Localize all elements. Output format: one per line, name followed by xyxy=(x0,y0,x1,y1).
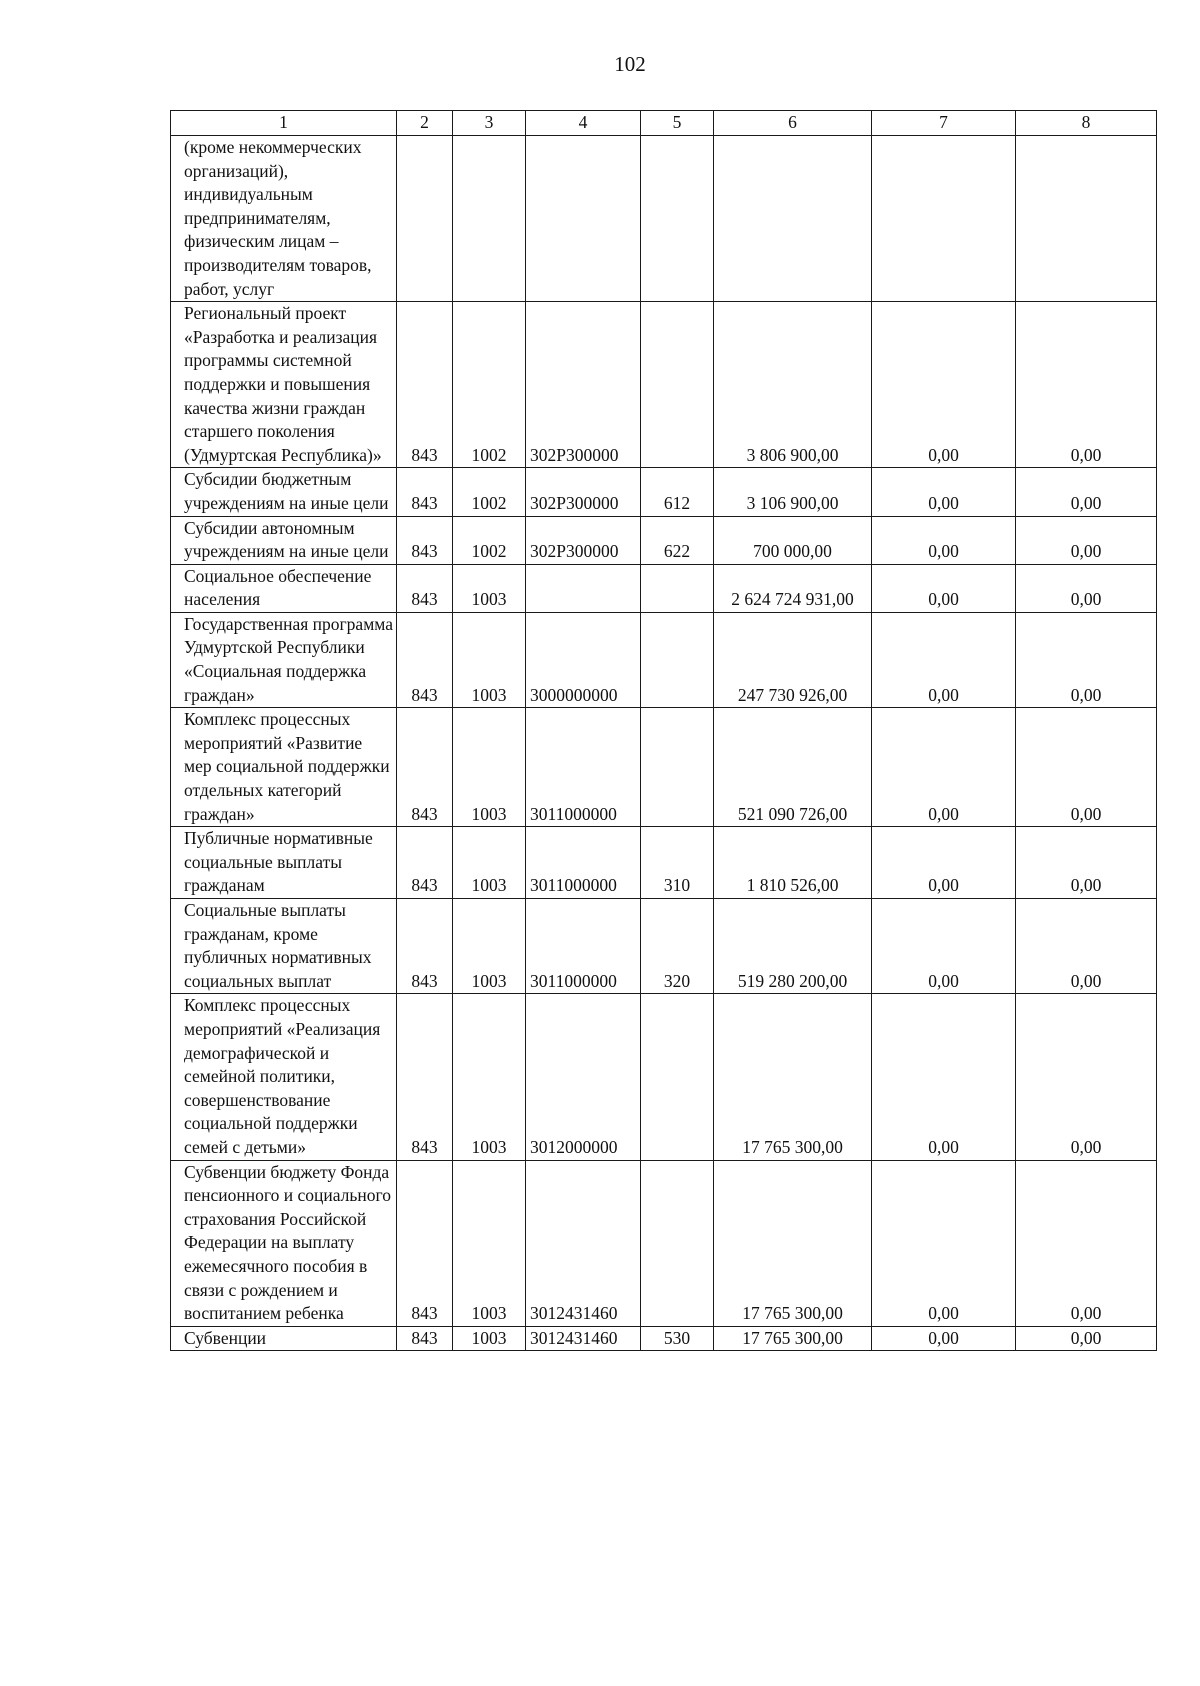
table-row xyxy=(171,302,1157,468)
budget-table xyxy=(170,110,1157,1351)
row-amount-7: 0,00 xyxy=(872,468,1016,516)
table-row xyxy=(171,899,1157,994)
row-target-article: 3000000000 xyxy=(526,612,641,707)
header-cell: 6 xyxy=(714,111,872,136)
row-amount: 17 765 300,00 xyxy=(714,994,872,1160)
row-name: (кроме некоммерческих организаций), индивидуальным предпринимателям, физическим лицам – производителям товаров, работ, услуг xyxy=(171,136,397,302)
row-amount-7: 0,00 xyxy=(872,708,1016,827)
row-section-code xyxy=(453,136,526,302)
table-row xyxy=(171,468,1157,516)
row-amount-8: 0,00 xyxy=(1016,994,1157,1160)
row-amount-8: 0,00 xyxy=(1016,708,1157,827)
table-row xyxy=(171,1326,1157,1351)
row-amount-8: 0,00 xyxy=(1016,516,1157,564)
row-amount: 17 765 300,00 xyxy=(714,1160,872,1326)
header-row xyxy=(171,111,1157,136)
row-target-article: 3012000000 xyxy=(526,994,641,1160)
row-amount-8: 0,00 xyxy=(1016,612,1157,707)
row-target-article: 3011000000 xyxy=(526,899,641,994)
row-section-code: 1003 xyxy=(453,994,526,1160)
row-name: Региональный проект «Разработка и реализация программы системной поддержки и повышения качества жизни граждан старшего поколения (Удмуртская Республика)» xyxy=(171,302,397,468)
row-amount-8: 0,00 xyxy=(1016,564,1157,612)
row-name: Социальные выплаты гражданам, кроме публичных нормативных социальных выплат xyxy=(171,899,397,994)
table-row xyxy=(171,612,1157,707)
row-amount-7: 0,00 xyxy=(872,612,1016,707)
row-ministry-code: 843 xyxy=(397,564,453,612)
row-expense-type: 310 xyxy=(641,827,714,899)
table-row xyxy=(171,516,1157,564)
row-section-code: 1002 xyxy=(453,468,526,516)
row-expense-type xyxy=(641,708,714,827)
row-expense-type xyxy=(641,994,714,1160)
row-amount-7: 0,00 xyxy=(872,827,1016,899)
header-cell: 8 xyxy=(1016,111,1157,136)
header-cell: 1 xyxy=(171,111,397,136)
row-target-article: 3012431460 xyxy=(526,1160,641,1326)
row-section-code: 1002 xyxy=(453,302,526,468)
row-amount-8: 0,00 xyxy=(1016,302,1157,468)
row-amount-7: 0,00 xyxy=(872,994,1016,1160)
row-expense-type xyxy=(641,564,714,612)
row-amount-7: 0,00 xyxy=(872,564,1016,612)
row-amount-8: 0,00 xyxy=(1016,899,1157,994)
row-ministry-code: 843 xyxy=(397,302,453,468)
row-name: Публичные нормативные социальные выплаты гражданам xyxy=(171,827,397,899)
row-ministry-code: 843 xyxy=(397,1326,453,1351)
row-name: Комплекс процессных мероприятий «Реализация демографической и семейной политики, совершенствование социальной поддержки семей с детьми» xyxy=(171,994,397,1160)
row-target-article xyxy=(526,136,641,302)
row-expense-type: 622 xyxy=(641,516,714,564)
row-ministry-code: 843 xyxy=(397,899,453,994)
row-amount-8: 0,00 xyxy=(1016,468,1157,516)
header-cell: 4 xyxy=(526,111,641,136)
row-name: Субвенции xyxy=(171,1326,397,1351)
row-name: Субсидии бюджетным учреждениям на иные цели xyxy=(171,468,397,516)
table-body xyxy=(171,136,1157,1351)
row-amount: 3 806 900,00 xyxy=(714,302,872,468)
row-target-article: 3011000000 xyxy=(526,827,641,899)
row-section-code: 1003 xyxy=(453,612,526,707)
row-section-code: 1003 xyxy=(453,1326,526,1351)
row-amount-8: 0,00 xyxy=(1016,1160,1157,1326)
row-expense-type: 320 xyxy=(641,899,714,994)
row-expense-type: 530 xyxy=(641,1326,714,1351)
row-expense-type xyxy=(641,612,714,707)
row-ministry-code: 843 xyxy=(397,612,453,707)
table-row xyxy=(171,564,1157,612)
row-target-article: 302P300000 xyxy=(526,516,641,564)
page-number: 102 xyxy=(614,52,646,76)
row-amount: 1 810 526,00 xyxy=(714,827,872,899)
row-expense-type: 612 xyxy=(641,468,714,516)
row-ministry-code: 843 xyxy=(397,468,453,516)
table-row xyxy=(171,708,1157,827)
row-target-article: 302P300000 xyxy=(526,468,641,516)
table-row xyxy=(171,136,1157,302)
row-amount: 519 280 200,00 xyxy=(714,899,872,994)
row-ministry-code: 843 xyxy=(397,708,453,827)
row-amount: 247 730 926,00 xyxy=(714,612,872,707)
header-cell: 5 xyxy=(641,111,714,136)
row-name: Комплекс процессных мероприятий «Развитие мер социальной поддержки отдельных категорий граждан» xyxy=(171,708,397,827)
row-target-article xyxy=(526,564,641,612)
row-amount xyxy=(714,136,872,302)
row-amount: 521 090 726,00 xyxy=(714,708,872,827)
row-section-code: 1003 xyxy=(453,708,526,827)
row-section-code: 1002 xyxy=(453,516,526,564)
row-ministry-code: 843 xyxy=(397,994,453,1160)
table-row xyxy=(171,994,1157,1160)
row-amount-8 xyxy=(1016,136,1157,302)
row-ministry-code xyxy=(397,136,453,302)
row-section-code: 1003 xyxy=(453,564,526,612)
row-ministry-code: 843 xyxy=(397,516,453,564)
row-amount-7: 0,00 xyxy=(872,1160,1016,1326)
row-expense-type xyxy=(641,136,714,302)
table-header xyxy=(171,111,1157,136)
table-row xyxy=(171,1160,1157,1326)
row-amount: 700 000,00 xyxy=(714,516,872,564)
row-ministry-code: 843 xyxy=(397,1160,453,1326)
row-name: Субсидии автономным учреждениям на иные цели xyxy=(171,516,397,564)
row-target-article: 3012431460 xyxy=(526,1326,641,1351)
row-section-code: 1003 xyxy=(453,827,526,899)
row-name: Социальное обеспечение населения xyxy=(171,564,397,612)
row-amount-7: 0,00 xyxy=(872,516,1016,564)
row-amount: 3 106 900,00 xyxy=(714,468,872,516)
row-target-article: 302P300000 xyxy=(526,302,641,468)
header-cell: 3 xyxy=(453,111,526,136)
table-row xyxy=(171,827,1157,899)
row-amount: 2 624 724 931,00 xyxy=(714,564,872,612)
row-ministry-code: 843 xyxy=(397,827,453,899)
row-amount-7 xyxy=(872,136,1016,302)
row-name: Государственная программа Удмуртской Республики «Социальная поддержка граждан» xyxy=(171,612,397,707)
header-cell: 2 xyxy=(397,111,453,136)
row-amount-8: 0,00 xyxy=(1016,827,1157,899)
row-amount-7: 0,00 xyxy=(872,899,1016,994)
row-amount-8: 0,00 xyxy=(1016,1326,1157,1351)
row-expense-type xyxy=(641,1160,714,1326)
row-name: Субвенции бюджету Фонда пенсионного и социального страхования Российской Федерации на выплату ежемесячного пособия в связи с рождением и воспитанием ребенка xyxy=(171,1160,397,1326)
header-cell: 7 xyxy=(872,111,1016,136)
row-target-article: 3011000000 xyxy=(526,708,641,827)
row-section-code: 1003 xyxy=(453,1160,526,1326)
row-amount-7: 0,00 xyxy=(872,1326,1016,1351)
row-amount-7: 0,00 xyxy=(872,302,1016,468)
row-expense-type xyxy=(641,302,714,468)
row-section-code: 1003 xyxy=(453,899,526,994)
row-amount: 17 765 300,00 xyxy=(714,1326,872,1351)
